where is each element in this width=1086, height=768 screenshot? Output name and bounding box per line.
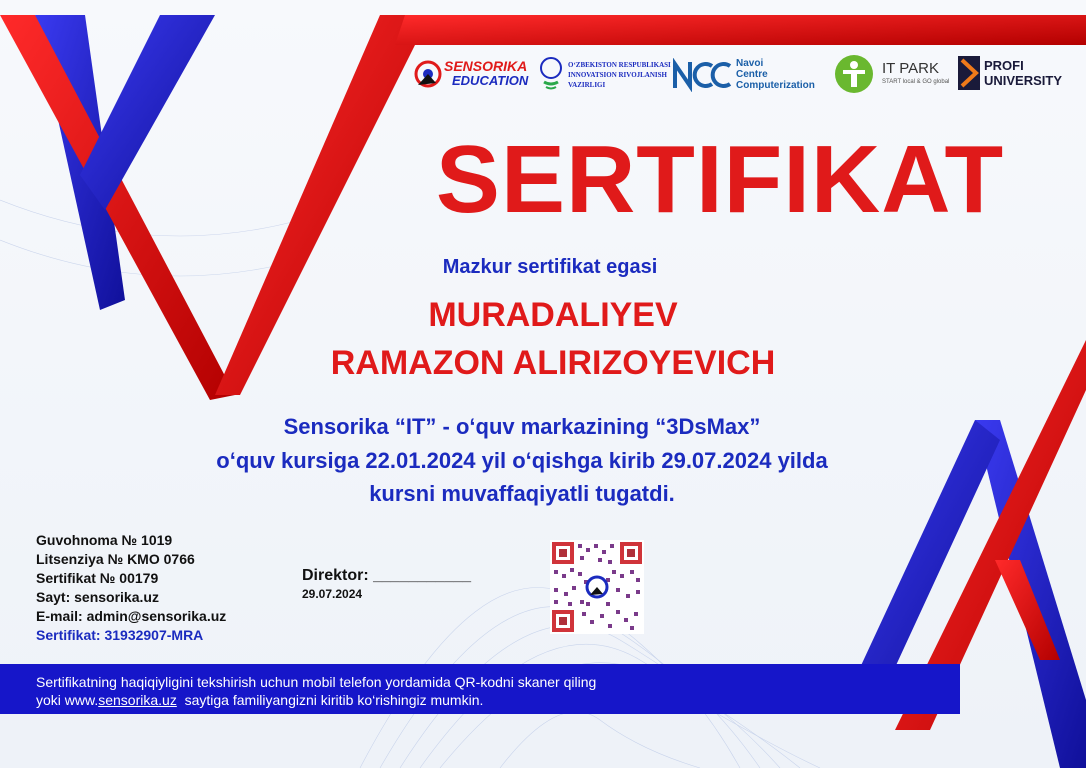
left-v-blue-arm	[80, 15, 215, 210]
itpark-logo	[834, 54, 954, 94]
sensorika-emblem-icon	[414, 59, 442, 89]
body-line-2: o‘quv kursiga 22.01.2024 yil o‘qishga kirib 29.07.2024 yilda	[216, 448, 828, 473]
navoi-logo	[672, 56, 832, 92]
navoi-line1: Navoi	[736, 58, 764, 69]
footer-website-link[interactable]: sensorika.uz	[98, 692, 177, 708]
website[interactable]: Sayt: sensorika.uz	[36, 589, 159, 605]
profi-line1: PROFI	[984, 58, 1024, 73]
profi-logo	[958, 56, 1078, 92]
ministry-line1: O‘ZBEKISTON RESPUBLIKASI	[568, 61, 671, 69]
top-red-bar	[395, 15, 1086, 45]
body-line-1: Sensorika “IT” - o‘quv markazining “3DsMax”	[283, 414, 761, 439]
ministry-line2: INNOVATSION RIVOJLANISH	[568, 71, 667, 79]
recipient-given-names: RAMAZON ALIRIZOYEVICH	[330, 344, 776, 382]
profi-emblem-icon	[958, 56, 980, 90]
email[interactable]: E-mail: admin@sensorika.uz	[36, 608, 227, 624]
profi-line2: UNIVERSITY	[984, 73, 1063, 88]
sensorika-logo	[414, 56, 534, 92]
navoi-line3: Computerization	[736, 80, 815, 91]
sertifikat-number: Sertifikat № 00179	[36, 570, 159, 586]
ministry-line3: VAZIRLIGI	[568, 81, 606, 89]
qr-code[interactable]	[550, 540, 644, 634]
footer-line-2	[36, 692, 483, 708]
ministry-logo	[538, 56, 671, 92]
certificate-subtitle: Mazkur sertifikat egasi	[442, 256, 658, 278]
director-signature-line: Direktor: ___________	[302, 567, 472, 584]
recipient-surname: MURADALIYEV	[428, 296, 678, 334]
certificate-title: SERTIFIKAT	[435, 126, 1005, 233]
litsenziya-number: Litsenziya № KMO 0766	[36, 551, 195, 567]
footer-line-1: Sertifikatning haqiqiyligini tekshirish uchun mobil telefon yordamida QR-kodni skaner qiling	[36, 674, 597, 690]
certificate-id: Sertifikat: 31932907-MRA	[36, 627, 204, 643]
lightbulb-icon	[538, 56, 564, 90]
body-line-3: kursni muvaffaqiyatli tugatdi.	[369, 481, 675, 506]
itpark-tagline: START local & GO global	[882, 79, 950, 85]
itpark-name: IT PARK	[882, 60, 939, 77]
sensorika-logo-top: SENSORIKA	[444, 58, 528, 74]
ncc-emblem-icon	[672, 58, 734, 92]
guvohnoma-number: Guvohnoma № 1019	[36, 532, 173, 548]
footer-suffix: saytiga familiyangizni kiritib ko‘rishingiz mumkin.	[176, 692, 484, 708]
sensorika-logo-bottom: EDUCATION	[452, 73, 529, 88]
navoi-line2: Centre	[736, 69, 768, 80]
left-v-red-stroke	[0, 15, 235, 400]
footer-prefix: yoki www.	[36, 692, 99, 708]
director-date: 29.07.2024	[302, 587, 363, 601]
itpark-emblem-icon	[834, 54, 874, 94]
